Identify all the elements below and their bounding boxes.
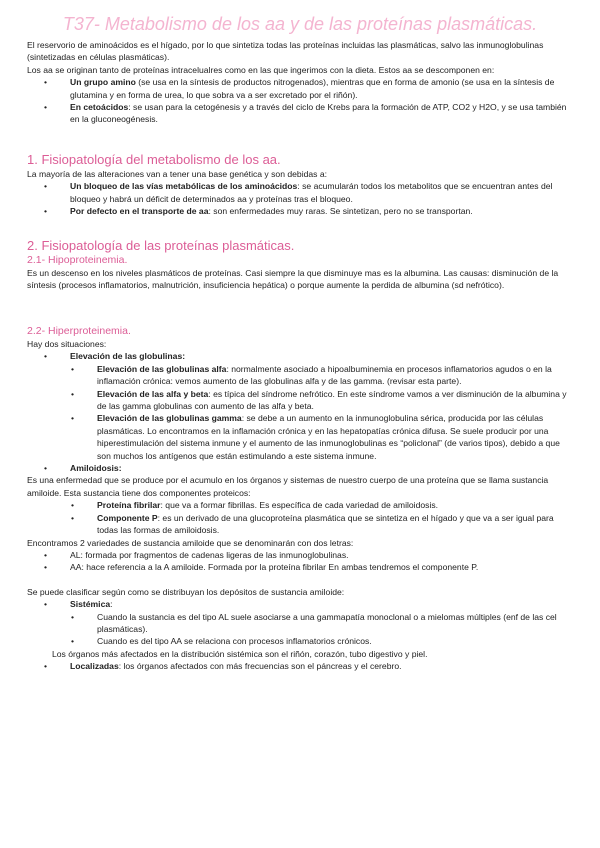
document-title: T37- Metabolismo de los aa y de las proteínas plasmáticas.	[62, 14, 538, 34]
list-item: • Amiloidosis:	[27, 462, 573, 474]
subsection-2-2-paragraph: Hay dos situaciones:	[27, 339, 107, 349]
list-item: • Elevación de las globulinas:	[27, 350, 573, 362]
list-item: • En cetoácidos: se usan para la cetogénesis y a través del ciclo de Krebs para la formación de ATP, CO2 y H2O, y se usa también en la gluconeogénesis.	[27, 101, 573, 126]
subsection-2-1-heading: 2.1- Hipoproteinemia.	[27, 254, 128, 266]
intro-list	[27, 76, 573, 126]
section-2	[27, 238, 573, 292]
list-item: • Localizadas: los órganos afectados con más frecuencias son el páncreas y el cerebro.	[27, 660, 573, 672]
list-item: • AA: hace referencia a la A amiloide. Formada por la proteína fibrilar En ambas tendremos el componente P.	[27, 561, 573, 573]
section-1-list	[27, 180, 573, 217]
list-item: • Un bloqueo de las vías metabólicas de los aminoácidos: se acumularán todos los metabolitos que se encuentran antes del bloqueo y habrá un déficit de determinados aa y proteínas tras el bloqueo.	[27, 180, 573, 205]
list-item: • Proteína fibrilar: que va a formar fibrillas. Es específica de cada variedad de amiloidosis.	[27, 499, 573, 511]
subsection-2-1-paragraph: Es un descenso en los niveles plasmáticos de proteínas. Casi siempre la que disminuye mas es la albumina. Las causas: disminución de la síntesis (procesos inflamatorios, malnutrición, insuficiencia hepática) o porque aumente la perdida de albumina (sd nefrótico).	[27, 268, 559, 291]
list-item: • Por defecto en el transporte de aa: son enfermedades muy raras. Se sintetizan, pero no se transportan.	[27, 205, 573, 217]
section-1-paragraph: La mayoría de las alteraciones van a tener una base genética y son debidas a:	[27, 169, 328, 179]
hyperproteinemia-list	[27, 350, 573, 474]
list-item: • Cuando la sustancia es del tipo AL suele asociarse a una gammapatía monoclonal o a mielomas múltiples (enf de las cel plasmáticas).	[27, 611, 573, 636]
variedades-paragraph: Encontramos 2 variedades de sustancia amiloide que se denominarán con dos letras:	[27, 537, 354, 548]
localizadas-list	[27, 660, 573, 672]
components-list	[27, 499, 573, 536]
amiloidosis-paragraph: Es una enfermedad que se produce por el acumulo en los órganos y sistemas de nuestro cuerpo de una proteína que se llama sustancia amiloide. Esta sustancia tiene dos componentes proteicos:	[27, 475, 549, 498]
section-2-heading: 2. Fisiopatología de las proteínas plasmáticas.	[27, 238, 295, 253]
section-1-heading: 1. Fisiopatología del metabolismo de los aa.	[27, 152, 281, 167]
list-item: • Un grupo amino (se usa en la síntesis de productos nitrogenados), mientras que en forma de amonio (se usa en la síntesis de glutamina y en forma de urea, lo que sobra va a ser excretado por el riñón).	[27, 76, 573, 101]
list-item: • AL: formada por fragmentos de cadenas ligeras de las inmunoglobulinas.	[27, 549, 573, 561]
clasificacion-paragraph: Se puede clasificar según como se distribuyan los depósitos de sustancia amiloide:	[27, 586, 345, 597]
organos-paragraph: Los órganos más afectados en la distribución sistémica son el riñón, corazón, tubo digestivo y piel.	[52, 648, 428, 659]
section-1	[27, 152, 573, 218]
list-item: • Elevación de las globulinas alfa: normalmente asociado a hipoalbuminemia en procesos inflamatorios agudos o en la inflamación crónica: vemos aumento de las globulinas alfa y de las gamma. (revisar esta parte).	[27, 363, 573, 388]
intro-paragraph-1: El reservorio de aminoácidos es el hígado, por lo que sintetiza todas las proteínas incluidas las plasmáticas, salvo las inmunoglobulinas (sintetizadas en células plasmáticas).	[27, 40, 544, 63]
subsection-2-2	[27, 325, 573, 673]
list-item: • Componente P: es un derivado de una glucoproteína plasmática que se sintetiza en el hígado y que va a ser igual para todas las formas de amiloidosis.	[27, 512, 573, 537]
intro-section	[27, 39, 573, 126]
intro-paragraph-2: Los aa se originan tanto de proteínas intracelualres como en las que ingerimos con la dieta. Estos aa se descomponen en:	[27, 64, 495, 75]
list-item: • Elevación de las globulinas gamma: se debe a un aumento en la inmunoglobulina sérica, producida por las células plasmáticas. Lo encontramos en la inflamación crónica y en las hepatopatías crónica difusa. Se suele producir por una hiperestimulación del sistema inmune y el aumento de las inmunoglobulinas es “policlonal” (de varios tipos), debido a que son muchos los antígenos que están estimulando a este sistema inmune.	[27, 412, 573, 462]
subsection-2-2-heading: 2.2- Hiperproteinemia.	[27, 325, 131, 337]
clasificacion-list	[27, 598, 573, 648]
list-item: • Elevación de las alfa y beta: es típica del síndrome nefrótico. En este síndrome vamos a ver disminución de la albumina y de las gamma globulinas con aumento de las alfa y beta.	[27, 388, 573, 413]
variedades-list	[27, 549, 573, 574]
list-item: • Cuando es del tipo AA se relaciona con procesos inflamatorios crónicos.	[27, 635, 573, 647]
list-item: • Sistémica:	[27, 598, 573, 610]
